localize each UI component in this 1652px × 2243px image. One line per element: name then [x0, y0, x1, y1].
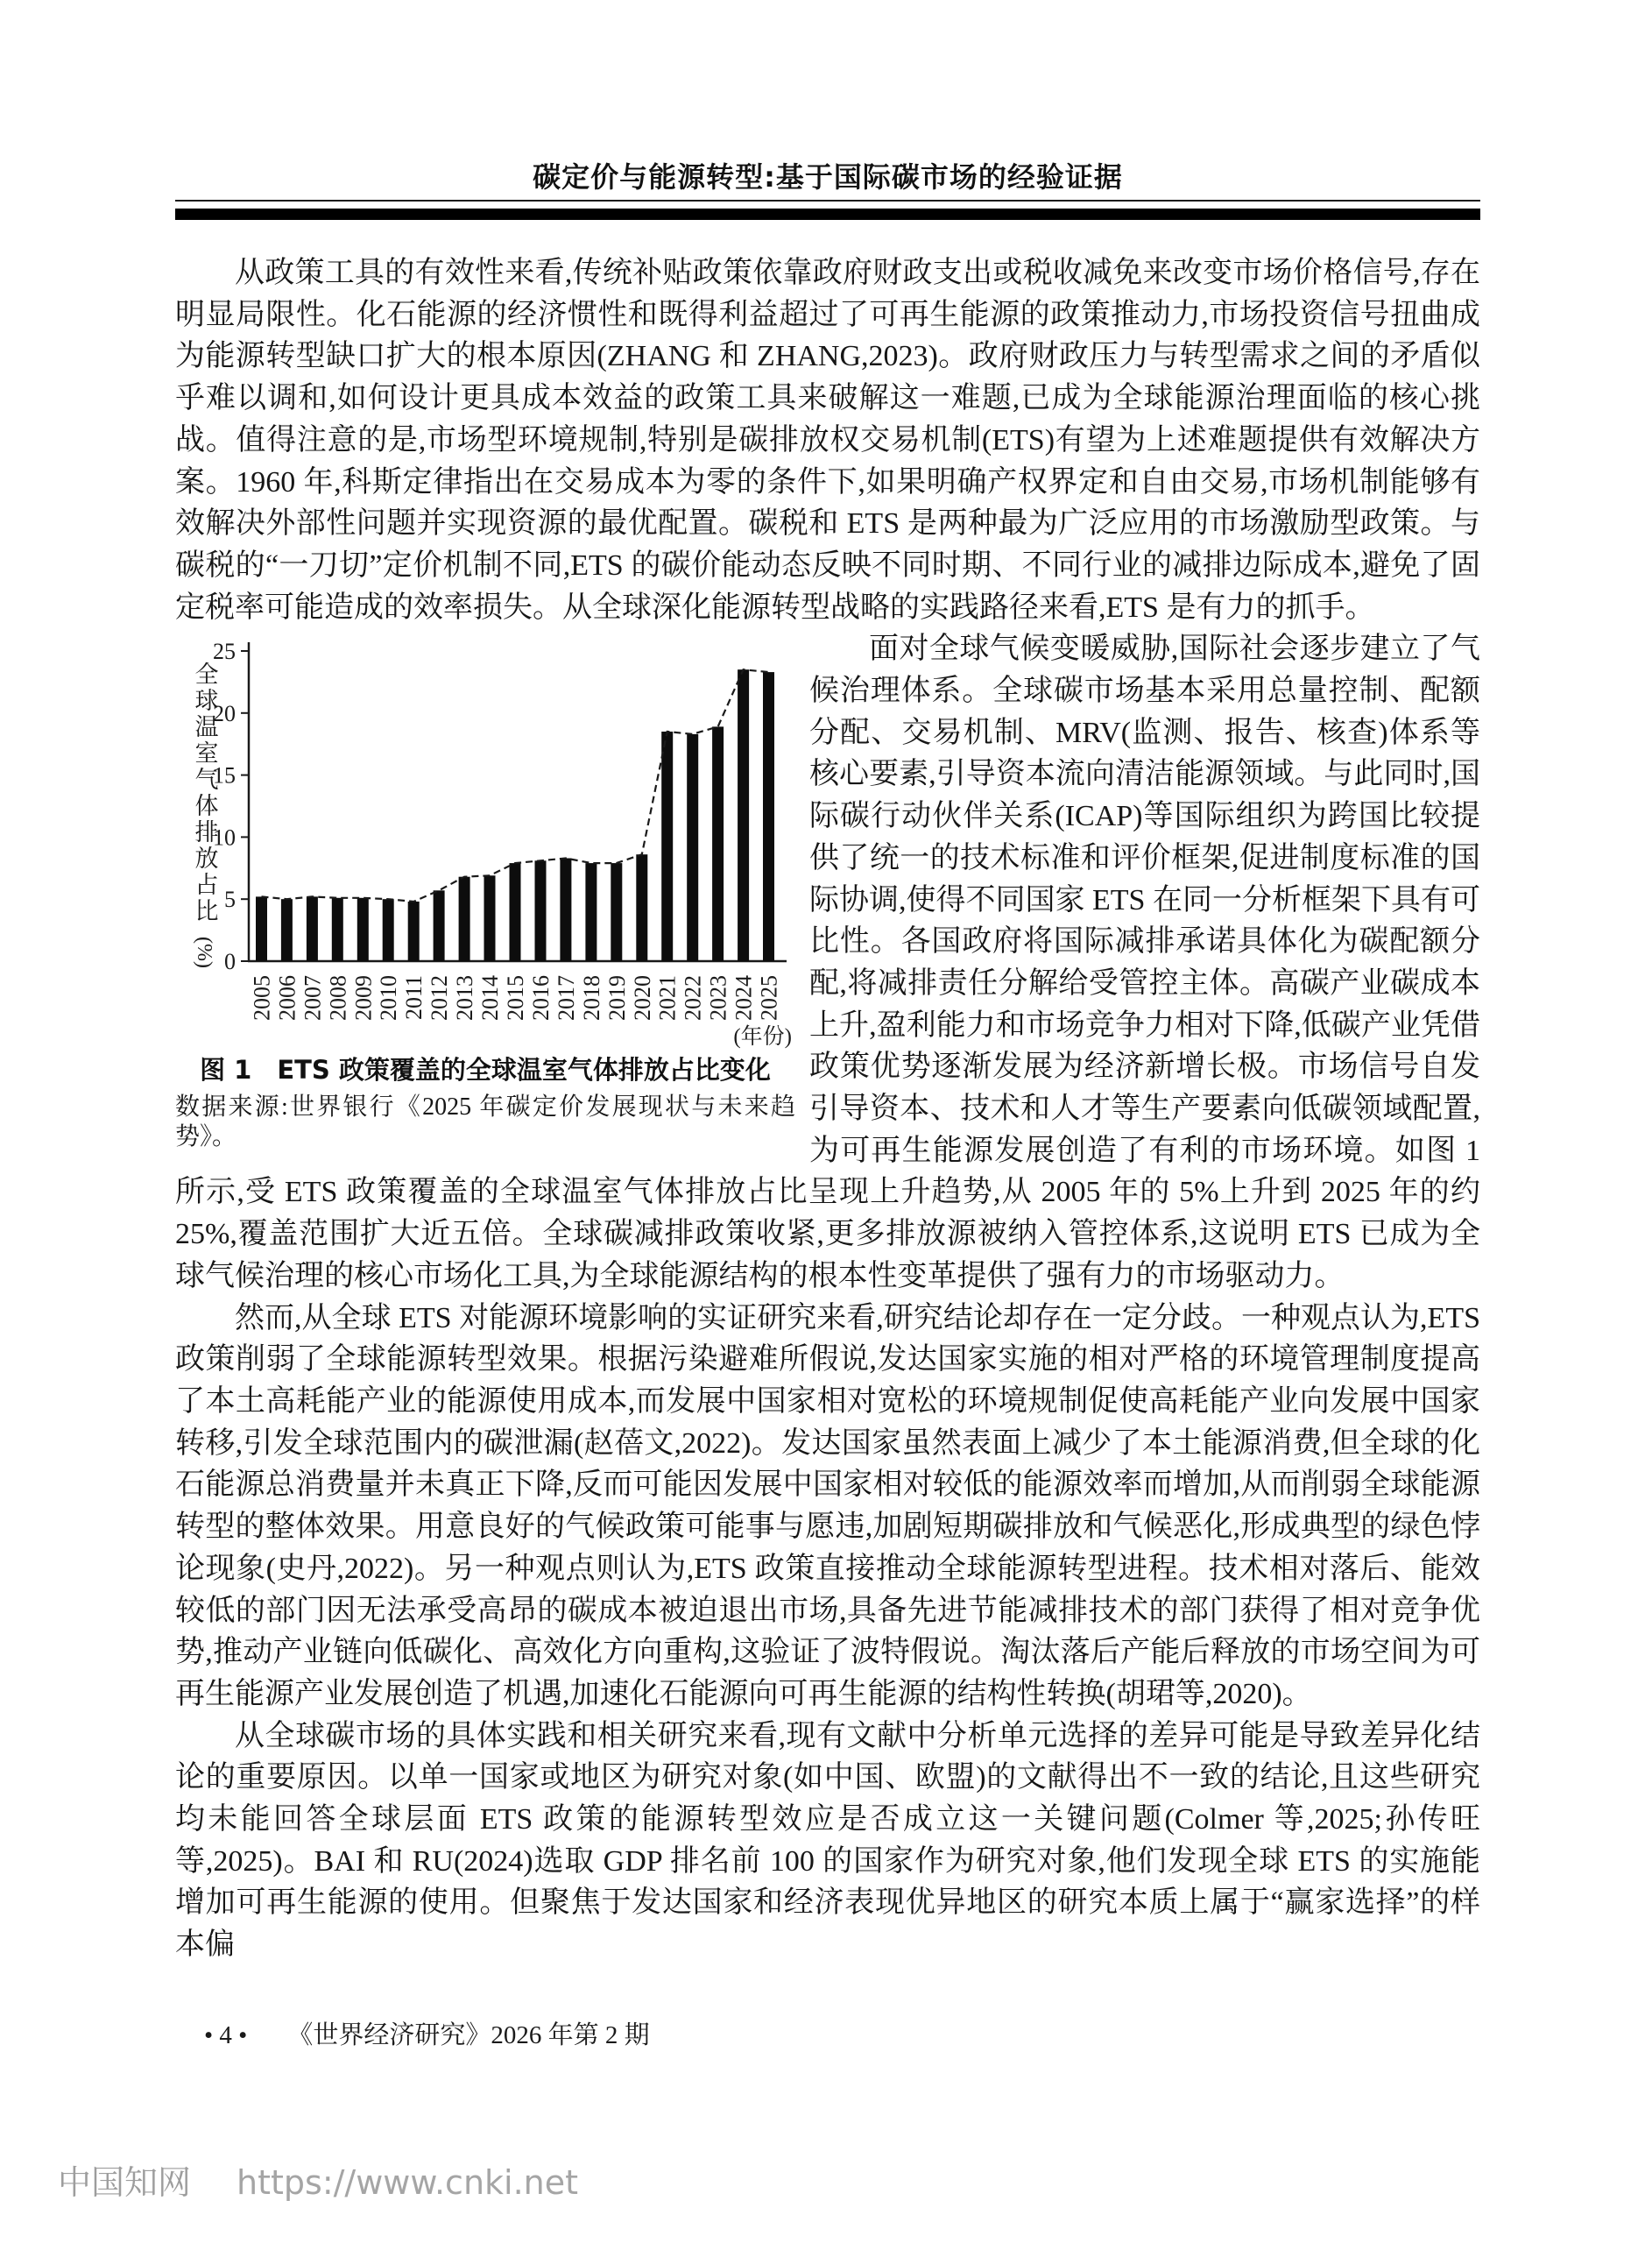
bar-2006 — [281, 900, 293, 962]
bar-2005 — [256, 897, 267, 962]
bar-2024 — [738, 670, 749, 962]
figure-source-note: 数据来源:世界银行《2025 年碳定价发展现状与未来趋势》。 — [175, 1093, 795, 1151]
article-body — [175, 252, 1480, 1966]
bar-2007 — [307, 897, 318, 962]
x-tick-label: 2020 — [629, 975, 655, 1022]
y-tick-label: 25 — [213, 639, 236, 665]
page-content — [175, 0, 1480, 1966]
bar-2012 — [434, 891, 445, 962]
bar-2017 — [560, 859, 571, 962]
x-tick-label: 2008 — [325, 975, 351, 1022]
header-rule-thick — [175, 209, 1480, 220]
y-axis-title-char: 比 — [194, 898, 219, 925]
x-tick-label: 2005 — [249, 975, 275, 1022]
x-tick-label: 2007 — [300, 975, 326, 1022]
y-axis-title-char: 体 — [194, 793, 219, 820]
x-tick-label: 2011 — [401, 975, 427, 1021]
x-tick-label: 2025 — [756, 975, 782, 1022]
header-rule-thin — [175, 200, 1480, 202]
figure-caption: 图 1 ETS 政策覆盖的全球温室气体排放占比变化 — [200, 1055, 771, 1086]
x-tick-label: 2022 — [680, 975, 706, 1022]
y-axis-title-unit: (%) — [193, 937, 215, 969]
x-tick-label: 2021 — [654, 975, 681, 1022]
page-number: • 4 • — [204, 2021, 248, 2049]
figure-and-paragraph-2 — [175, 628, 1480, 1297]
y-axis-title-char: 放 — [194, 846, 219, 873]
x-tick-label: 2010 — [376, 975, 402, 1022]
y-axis-title-char: 球 — [194, 688, 219, 715]
y-tick-label: 15 — [213, 762, 236, 789]
cnki-brand: 中国知网 — [58, 2163, 192, 2202]
paragraph-1: 从政策工具的有效性来看,传统补贴政策依靠政府财政支出或税收减免来改变市场价格信号,存在明显局限性。化石能源的经济惯性和既得利益超过了可再生能源的政策推动力,市场投资信号扭曲成为能源转型缺口扩大的根本原因(ZHANG 和 ZHANG,2023)。政府财政压力与转型需求之间的矛盾似乎难以调和,如何设计更具成本效益的政策工具来破解这一难题,已成为全球能源治理面临的核心挑战。值得注意的是,市场型环境规制,特别是碳排放权交易机制(ETS)有望为上述难题提供有效解决方案。1960 年,科斯定律指出在交易成本为零的条件下,如果明确产权界定和自由交易,市场机制能够有效解决外部性问题并实现资源的最优配置。碳税和 ETS 是两种最为广泛应用的市场激励型政策。与碳税的“一刀切”定价机制不同,ETS 的碳价能动态反映不同时期、不同行业的减排边际成本,避免了固定税率可能造成的效率损失。从全球深化能源转型战略的实践路径来看,ETS 是有力的抓手。 — [175, 257, 1480, 624]
x-tick-label: 2013 — [452, 975, 478, 1022]
paragraph-3: 然而,从全球 ETS 对能源环境影响的实证研究来看,研究结论却存在一定分歧。一种观点认为,ETS 政策削弱了全球能源转型效果。根据污染避难所假说,发达国家实施的相对严格的环境管理制度提高了本土高耗能产业的能源使用成本,而发展中国家相对宽松的环境规制促使高耗能产业向发展中国家转移,引发全球范围内的碳泄漏(赵蓓文,2022)。发达国家虽然表面上减少了本土能源消费,但全球的化石能源总消费量并未真正下降,反而可能因发展中国家相对较低的能源效率而增加,从而削弱全球能源转型的整体效果。用意良好的气候政策可能事与愿违,加剧短期碳排放和气候恶化,形成典型的绿色悖论现象(史丹,2022)。另一种观点则认为,ETS 政策直接推动全球能源转型进程。技术相对落后、能效较低的部门因无法承受高昂的碳成本被迫退出市场,具备先进节能减排技术的部门获得了相对竞争优势,推动产业链向低碳化、高效化方向重构,这验证了波特假说。淘汰落后产能后释放的市场空间为可再生能源产业发展创造了机遇,加速化石能源向可再生能源的结构性转换(胡珺等,2020)。 — [175, 1301, 1480, 1710]
y-tick-label: 0 — [224, 949, 236, 975]
y-axis-title-char: 排 — [194, 819, 219, 846]
x-tick-label: 2009 — [350, 975, 377, 1022]
paragraph-2: 面对全球气候变暖威胁,国际社会逐步建立了气候治理体系。全球碳市场基本采用总量控制、配额分配、交易机制、MRV(监测、报告、核查)体系等核心要素,引导资本流向清洁能源领域。与此同时,国际碳行动伙伴关系(ICAP)等国际组织为跨国比较提供了统一的技术标准和评价框架,促进制度标准的国际协调,使得不同国家 ETS 在同一分析框架下具有可比性。各国政府将国际减排承诺具体化为碳配额分配,将减排责任分解给受管控主体。高碳产业碳成本上升,盈利能力和市场竞争力相对下降,低碳产业凭借政策优势逐渐发展为经济新增长极。市场信号自发引导资本、技术和人才等生产要素向低碳领域配置,为可再生能源发展创造了有利的市场环境。如图 1 所示,受 ETS 政策覆盖的全球温室气体排放占比呈现上升趋势,从 2005 年的 5%上升到 2025 年的约 25%,覆盖范围扩大近五倍。全球碳减排政策收紧,更多排放源被纳入管控体系,这说明 ETS 已成为全球气候治理的核心市场化工具,为全球能源结构的根本性变革提供了强有力的市场驱动力。 — [175, 633, 1480, 1292]
bar-2015 — [510, 863, 521, 961]
bar-2013 — [459, 877, 470, 961]
bar-2025 — [763, 672, 774, 961]
x-tick-label: 2015 — [503, 975, 528, 1022]
ets-coverage-bar-chart — [175, 628, 795, 1054]
x-tick-label: 2014 — [477, 975, 504, 1022]
y-axis-title-char: 室 — [194, 740, 219, 768]
bar-2010 — [383, 900, 394, 962]
x-tick-label: 2018 — [578, 975, 604, 1022]
bar-2018 — [585, 863, 597, 961]
y-tick-label: 20 — [213, 701, 236, 727]
x-axis-title: (年份) — [733, 1025, 792, 1050]
y-axis-title-char: 占 — [194, 872, 219, 899]
cnki-url-link[interactable]: https://www.cnki.net — [237, 2163, 579, 2202]
paragraph-4: 从全球碳市场的具体实践和相关研究来看,现有文献中分析单元选择的差异可能是导致差异化结论的重要原因。以单一国家或地区为研究对象(如中国、欧盟)的文献得出不一致的结论,且这些研究均未能回答全球层面 ETS 政策的能源转型效应是否成立这一关键问题(Colmer 等,2025;孙传旺等,2025)。BAI 和 RU(2024)选取 GDP 排名前 100 的国家作为研究对象,他们发现全球 ETS 的实施能增加可再生能源的使用。但聚焦于发达国家和经济表现优异地区的研究本质上属于“赢家选择”的样本偏 — [175, 1719, 1480, 1962]
bar-2020 — [636, 855, 647, 962]
x-tick-label: 2016 — [527, 975, 554, 1022]
bar-2008 — [332, 898, 343, 961]
bar-2019 — [611, 863, 622, 961]
x-tick-label: 2023 — [705, 975, 731, 1022]
bar-2011 — [408, 902, 420, 961]
page-footer — [204, 2015, 650, 2051]
bar-2016 — [535, 861, 547, 962]
y-tick-label: 5 — [224, 887, 236, 913]
y-tick-label: 10 — [213, 824, 236, 851]
bar-2014 — [484, 876, 496, 962]
bar-2009 — [357, 898, 369, 961]
y-axis-title-char: 全 — [194, 662, 219, 689]
y-axis-title-char: 气 — [194, 767, 219, 794]
cnki-watermark — [58, 2155, 578, 2204]
bar-2023 — [712, 727, 724, 962]
journal-issue-label: 《世界经济研究》2026 年第 2 期 — [287, 2021, 650, 2049]
x-tick-label: 2019 — [604, 975, 630, 1022]
bar-2021 — [661, 732, 673, 961]
x-tick-label: 2017 — [553, 975, 579, 1022]
x-tick-label: 2024 — [731, 975, 757, 1022]
x-tick-label: 2012 — [427, 975, 453, 1022]
y-axis-title-char: 温 — [194, 714, 219, 741]
x-tick-label: 2006 — [274, 975, 300, 1022]
running-head-title: 碳定价与能源转型:基于国际碳市场的经验证据 — [533, 160, 1123, 194]
bar-2022 — [687, 734, 698, 961]
figure-1 — [175, 628, 795, 1152]
